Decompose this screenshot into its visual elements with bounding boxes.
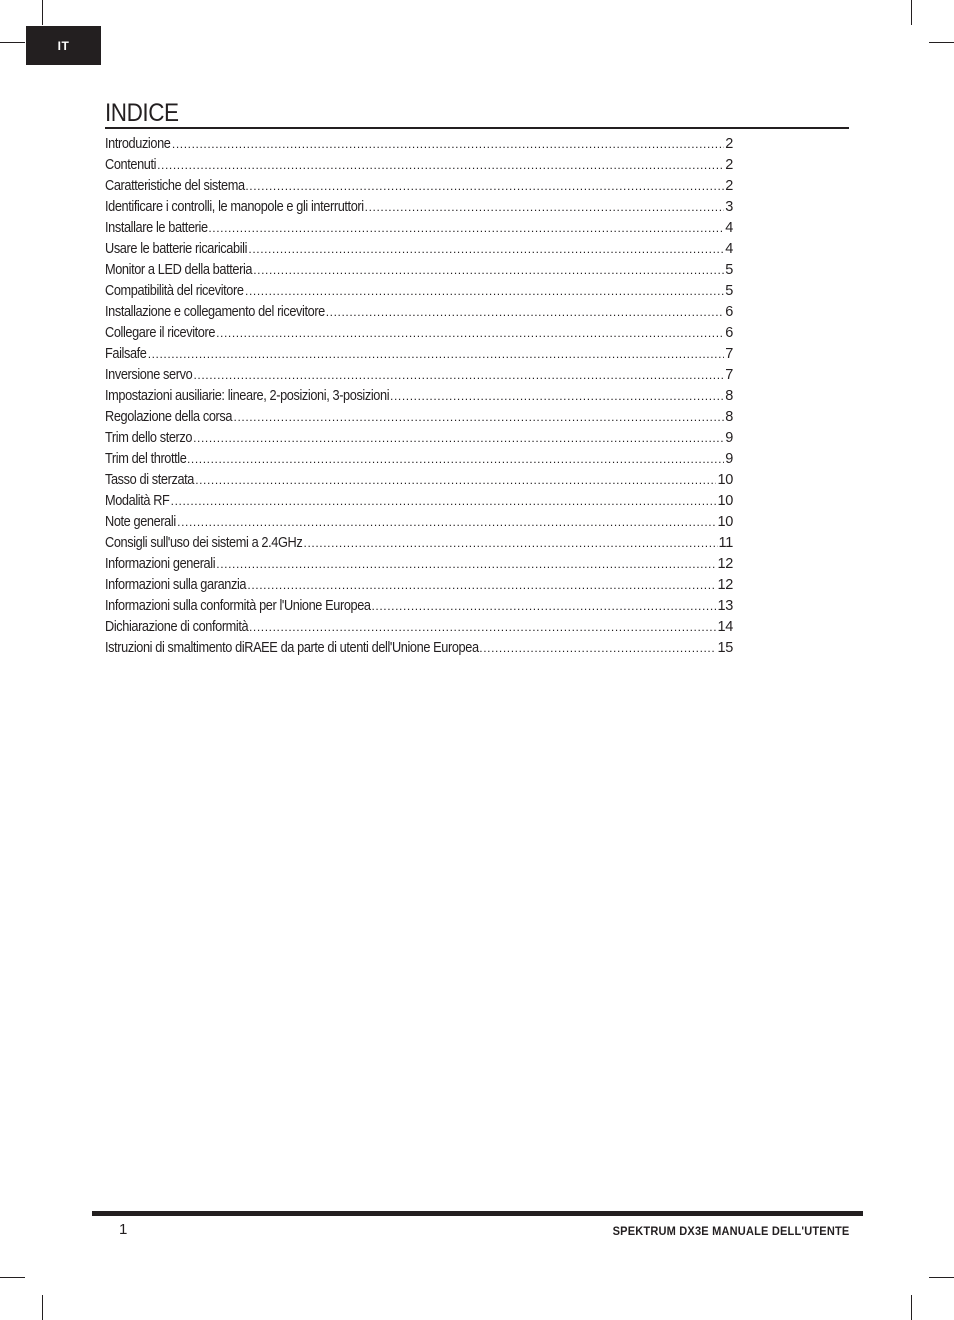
toc-entry-title: Inversione servo	[105, 367, 193, 383]
toc-entry-title: Impostazioni ausiliarie: lineare, 2-posizioni, 3-posizioni	[105, 388, 390, 404]
crop-mark	[42, 1295, 43, 1320]
toc-entry-page: 14	[717, 619, 733, 635]
toc-entry-page: 7	[725, 346, 733, 362]
toc-entry-page: 12	[717, 577, 733, 593]
toc-entry-page: 2	[725, 178, 733, 194]
toc-dot-leader	[245, 286, 724, 296]
crop-mark	[0, 1277, 25, 1278]
title-divider	[105, 127, 849, 129]
toc-entry-title: Caratteristiche del sistema	[105, 178, 245, 194]
toc-entry-page: 10	[717, 472, 733, 488]
toc-entry[interactable]	[105, 614, 733, 635]
toc-entry[interactable]	[105, 236, 733, 257]
toc-entry-page: 4	[725, 241, 733, 257]
toc-entry-title: Installare le batterie	[105, 220, 208, 236]
toc-entry-title: Consigli sull'uso dei sistemi a 2.4GHz	[105, 535, 303, 551]
toc-dot-leader	[248, 244, 724, 254]
crop-mark	[42, 0, 43, 25]
toc-entry-title: Collegare il ricevitore	[105, 325, 216, 341]
page-title: INDICE	[105, 99, 179, 127]
toc-dot-leader	[326, 307, 724, 317]
toc-dot-leader	[216, 559, 716, 569]
toc-entry-title: Usare le batterie ricaricabili	[105, 241, 248, 257]
toc-entry[interactable]	[105, 467, 733, 488]
toc-dot-leader	[193, 370, 724, 380]
crop-mark	[0, 42, 25, 43]
toc-dot-leader	[148, 349, 725, 359]
toc-entry-title: Identificare i controlli, le manopole e gli interruttori	[105, 199, 364, 215]
toc-entry-title: Informazioni sulla conformità per l'Unione Europea	[105, 598, 371, 614]
toc-dot-leader	[208, 223, 724, 233]
toc-entry-title: Trim del throttle	[105, 451, 187, 467]
toc-entry[interactable]	[105, 635, 733, 656]
toc-dot-leader	[171, 496, 717, 506]
toc-entry[interactable]	[105, 383, 733, 404]
toc-entry-title: Installazione e collegamento del ricevitore	[105, 304, 325, 320]
toc-entry[interactable]	[105, 131, 733, 152]
toc-entry-page: 6	[725, 304, 733, 320]
toc-dot-leader	[247, 580, 716, 590]
toc-entry-page: 12	[717, 556, 733, 572]
crop-mark	[929, 1277, 954, 1278]
manual-title: SPEKTRUM DX3E MANUALE DELL'UTENTE	[612, 1224, 849, 1238]
toc-entry-page: 11	[718, 535, 733, 551]
toc-entry[interactable]	[105, 215, 733, 236]
toc-entry[interactable]	[105, 257, 733, 278]
toc-entry-page: 2	[725, 157, 733, 173]
toc-entry-title: Istruzioni di smaltimento diRAEE da parte di utenti dell'Unione Europea	[105, 640, 479, 656]
toc-entry[interactable]	[105, 299, 733, 320]
crop-mark	[911, 1295, 912, 1320]
toc-entry[interactable]	[105, 362, 733, 383]
toc-dot-leader	[216, 328, 724, 338]
toc-entry[interactable]	[105, 194, 733, 215]
toc-entry-page: 4	[725, 220, 733, 236]
toc-entry[interactable]	[105, 530, 733, 551]
toc-entry[interactable]	[105, 509, 733, 530]
toc-entry-page: 5	[725, 283, 733, 299]
toc-dot-leader	[304, 538, 718, 548]
crop-mark	[929, 42, 954, 43]
toc-entry[interactable]	[105, 173, 733, 194]
toc-entry-page: 5	[725, 262, 733, 278]
toc-dot-leader	[249, 622, 716, 632]
toc-entry-page: 2	[725, 136, 733, 152]
toc-entry-title: Informazioni generali	[105, 556, 216, 572]
toc-entry-title: Introduzione	[105, 136, 171, 152]
footer-divider	[92, 1211, 863, 1216]
toc-entry[interactable]	[105, 320, 733, 341]
page-number: 1	[119, 1221, 128, 1238]
toc-dot-leader	[187, 454, 724, 464]
toc-entry-page: 10	[717, 514, 733, 530]
toc-entry-title: Note generali	[105, 514, 176, 530]
toc-entry[interactable]	[105, 152, 733, 173]
toc-dot-leader	[390, 391, 724, 401]
toc-dot-leader	[177, 517, 716, 527]
toc-dot-leader	[234, 412, 725, 422]
toc-entry-page: 9	[725, 430, 733, 446]
toc-dot-leader	[479, 643, 716, 653]
toc-dot-leader	[365, 202, 725, 212]
toc-entry[interactable]	[105, 488, 733, 509]
toc-entry-page: 13	[717, 598, 733, 614]
toc-entry-title: Dichiarazione di conformità	[105, 619, 249, 635]
toc-entry-page: 3	[725, 199, 733, 215]
toc-dot-leader	[195, 475, 716, 485]
toc-entry-page: 6	[725, 325, 733, 341]
toc-entry[interactable]	[105, 341, 733, 362]
toc-entry[interactable]	[105, 572, 733, 593]
toc-dot-leader	[193, 433, 724, 443]
toc-dot-leader	[245, 181, 724, 191]
toc-entry-title: Informazioni sulla garanzia	[105, 577, 247, 593]
toc-entry-title: Compatibilità del ricevitore	[105, 283, 244, 299]
table-of-contents	[105, 131, 733, 656]
toc-entry-page: 8	[725, 388, 733, 404]
toc-entry-page: 15	[717, 640, 733, 656]
toc-entry[interactable]	[105, 551, 733, 572]
toc-entry-title: Regolazione della corsa	[105, 409, 233, 425]
toc-dot-leader	[172, 139, 724, 149]
toc-entry[interactable]	[105, 425, 733, 446]
toc-entry-page: 9	[725, 451, 733, 467]
toc-entry-title: Contenuti	[105, 157, 157, 173]
toc-dot-leader	[372, 601, 717, 611]
toc-dot-leader	[253, 265, 724, 275]
toc-entry[interactable]	[105, 593, 733, 614]
toc-entry-title: Modalità RF	[105, 493, 170, 509]
toc-entry-title: Monitor a LED della batteria	[105, 262, 253, 278]
toc-entry-page: 7	[725, 367, 733, 383]
toc-entry-title: Trim dello sterzo	[105, 430, 193, 446]
toc-entry-title: Tasso di sterzata	[105, 472, 195, 488]
toc-entry[interactable]	[105, 446, 733, 467]
toc-entry-page: 8	[725, 409, 733, 425]
toc-entry-title: Failsafe	[105, 346, 147, 362]
toc-entry[interactable]	[105, 404, 733, 425]
language-tab: IT	[26, 26, 101, 65]
toc-entry[interactable]	[105, 278, 733, 299]
toc-entry-page: 10	[717, 493, 733, 509]
toc-dot-leader	[157, 160, 724, 170]
crop-mark	[911, 0, 912, 25]
